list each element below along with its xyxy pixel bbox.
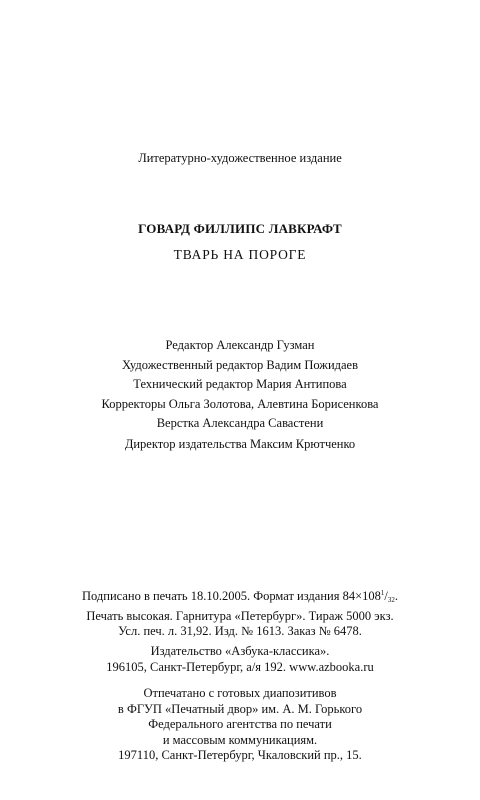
- imprint-line-1: Подписано в печать 18.10.2005. Формат издания $84\times 108^1/_{32}$.: [81, 589, 399, 604]
- credit-tech-editor: Технический редактор Мария Антипова: [133, 377, 347, 391]
- publishing-director: Директор издательства Максим Крютченко: [124, 437, 356, 451]
- edition-type: Литературно-художественное издание: [138, 151, 342, 165]
- publisher-block: [0, 644, 480, 675]
- credit-layout: Верстка Александра Савастени: [156, 416, 324, 430]
- imprint-line-1-text: Подписано в печать 18.10.2005. Формат издания 84×108: [81, 589, 381, 603]
- publisher-address: 196105, Санкт-Петербург, а/я 192. www.azbooka.ru: [106, 659, 374, 674]
- credit-editor: Редактор Александр Гузман: [165, 338, 315, 352]
- book-author: ГОВАРД ФИЛЛИПС ЛАВКРАФТ: [138, 221, 342, 236]
- printer-line-2: в ФГУП «Печатный двор» им. А. М. Горького: [117, 701, 363, 716]
- printer-block: [0, 686, 480, 764]
- imprint-line-1-suffix: .: [394, 589, 399, 603]
- printer-line-4: и массовым коммуникациям.: [162, 732, 318, 747]
- printer-line-3: Федерального агентства по печати: [148, 717, 332, 731]
- credit-proofreaders: Корректоры Ольга Золотова, Алевтина Борисенкова: [101, 396, 379, 411]
- imprint-line-2: Печать высокая. Гарнитура «Петербург». Тираж 5000 экз.: [86, 608, 394, 623]
- credits-list: [0, 336, 480, 434]
- publisher-name: Издательство «Азбука-классика».: [150, 644, 330, 658]
- format-fraction-denominator: 32: [387, 596, 395, 604]
- printer-address: 197110, Санкт-Петербург, Чкаловский пр., 15.: [118, 748, 362, 762]
- imprint-block: [0, 586, 480, 640]
- printer-line-1: Отпечатано с готовых диапозитивов: [143, 686, 337, 700]
- format-fraction-numerator: 1: [380, 589, 385, 597]
- imprint-line-3: Усл. печ. л. 31,92. Изд. № 1613. Заказ № 6478.: [118, 624, 362, 638]
- book-title: ТВАРЬ НА ПОРОГЕ: [173, 247, 307, 262]
- credit-art-editor: Художественный редактор Вадим Пожидаев: [122, 357, 358, 372]
